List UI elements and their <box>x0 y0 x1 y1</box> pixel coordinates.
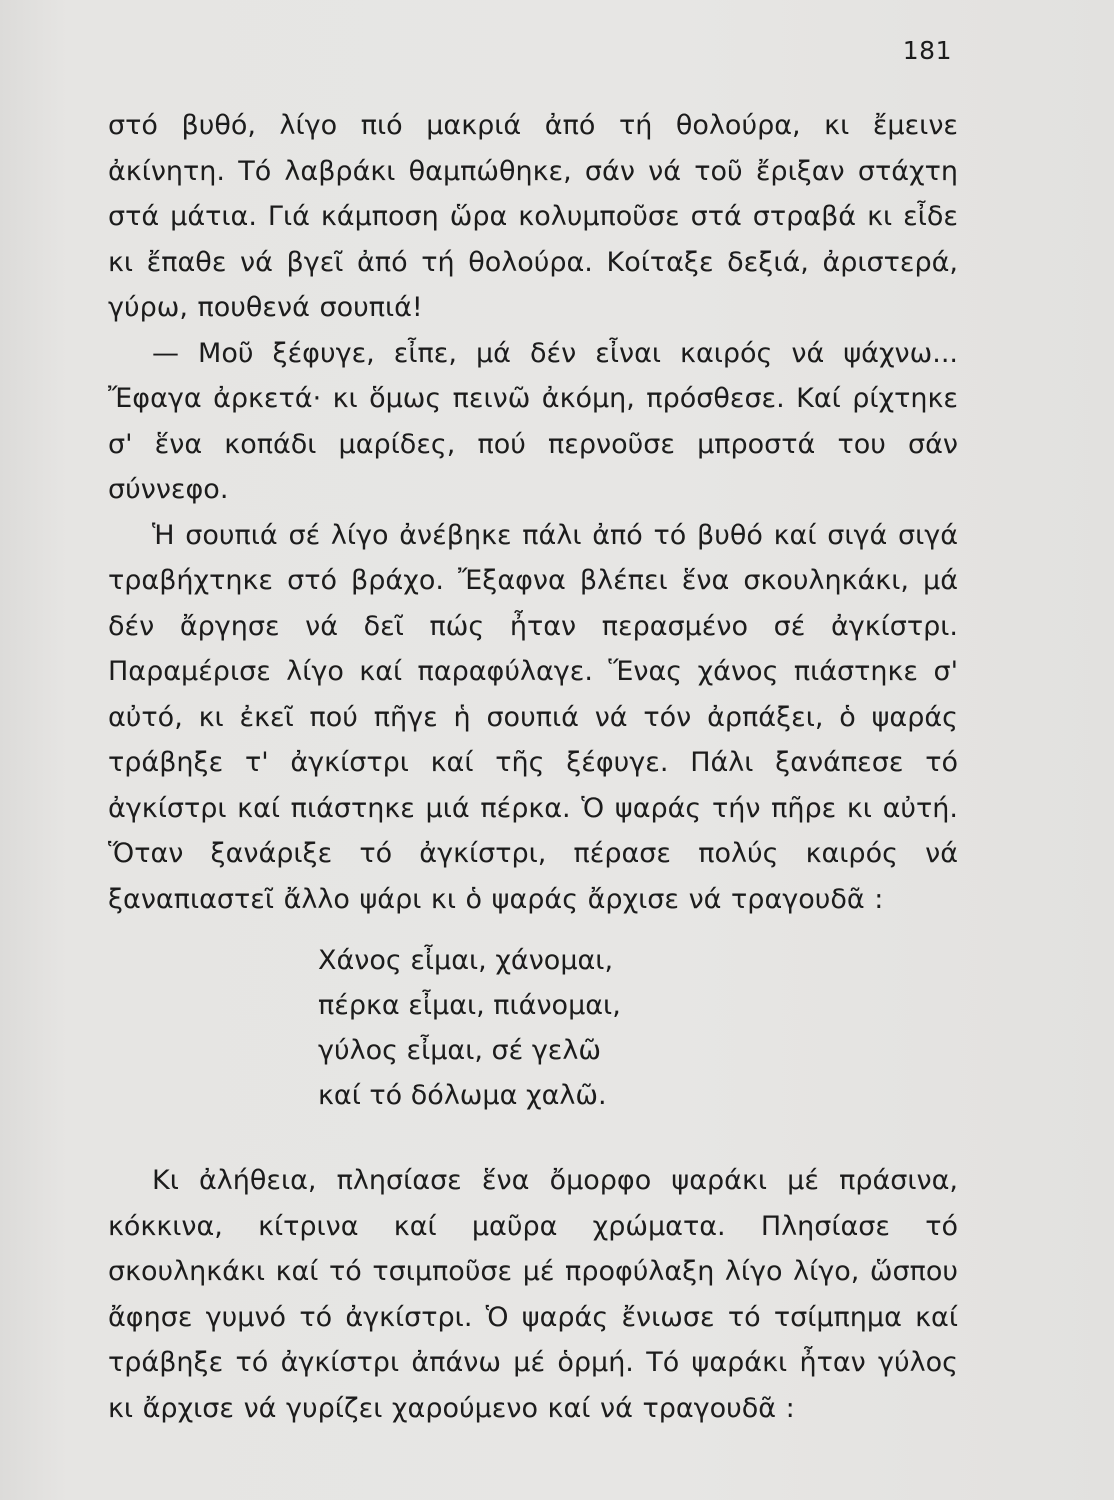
verse-line: πέρκα εἶμαι, πιάνομαι, <box>318 990 621 1021</box>
verse-line: γύλος εἶμαι, σέ γελῶ <box>318 1035 601 1066</box>
verse-stanza <box>318 938 958 1118</box>
paragraph: Κι ἀλήθεια, πλησίασε ἕνα ὄμορφο ψαράκι μέ πράσινα, κόκκινα, κίτρινα καί μαῦρα χρώματα. Πλησίασε τό σκουληκάκι καί τό τσιμποῦσε μέ προφύλαξη λίγο λίγο, ὥσπου ἄφησε γυμνό τό ἀγκίστρι. Ὁ ψαράς ἔνιωσε τό τσίμπημα καί τράβηξε τό ἀγκίστρι ἀπάνω μέ ὁρμή. Τό ψαράκι ἦταν γύλος κι ἄρχισε νά γυρίζει χαρούμενο καί νά τραγουδᾶ : <box>108 1165 958 1424</box>
paragraph: στό βυθό, λίγο πιό μακριά ἀπό τή θολούρα, κι ἔμεινε ἀκίνητη. Τό λαβράκι θαμπώθηκε, σάν νά τοῦ ἔριξαν στάχτη στά μάτια. Γιά κάμποση ὥρα κολυμποῦσε στά στραβά κι εἶδε κι ἔπαθε νά βγεῖ ἀπό τή θολούρα. Κοίταξε δεξιά, ἀριστερά, γύρω, πουθενά σουπιά! <box>108 110 958 323</box>
body-text <box>108 103 958 1431</box>
page-number: 181 <box>902 36 952 65</box>
verse-line: καί τό δόλωμα χαλῶ. <box>318 1080 607 1111</box>
paragraph: Ἡ σουπιά σέ λίγο ἀνέβηκε πάλι ἀπό τό βυθό καί σιγά σιγά τραβήχτηκε στό βράχο. Ἔξαφνα βλέπει ἕνα σκουληκάκι, μά δέν ἄργησε νά δεῖ πώς ἦταν περασμένο σέ ἀγκίστρι. Παραμέρισε λίγο καί παραφύλαγε. Ἕνας χάνος πιάστηκε σ' αὐτό, κι ἐκεῖ πού πῆγε ἡ σουπιά νά τόν ἀρπάξει, ὁ ψαράς τράβηξε τ' ἀγκίστρι καί τῆς ξέφυγε. Πάλι ξανάπεσε τό ἀγκίστρι καί πιάστηκε μιά πέρκα. Ὁ ψαράς τήν πῆρε κι αὐτή. Ὅταν ξανάριξε τό ἀγκίστρι, πέρασε πολύς καιρός νά ξαναπιαστεῖ ἄλλο ψάρι κι ὁ ψαράς ἄρχισε νά τραγουδᾶ : <box>108 519 958 915</box>
paragraph: — Μοῦ ξέφυγε, εἶπε, μά δέν εἶναι καιρός νά ψάχνω... Ἔφαγα ἀρκετά· κι ὅμως πεινῶ ἀκόμη, πρόσθεσε. Καί ρίχτηκε σ' ἕνα κοπάδι μαρίδες, πού περνοῦσε μπροστά του σάν σύννεφο. <box>108 337 958 505</box>
verse-line: Χάνος εἶμαι, χάνομαι, <box>318 945 614 976</box>
